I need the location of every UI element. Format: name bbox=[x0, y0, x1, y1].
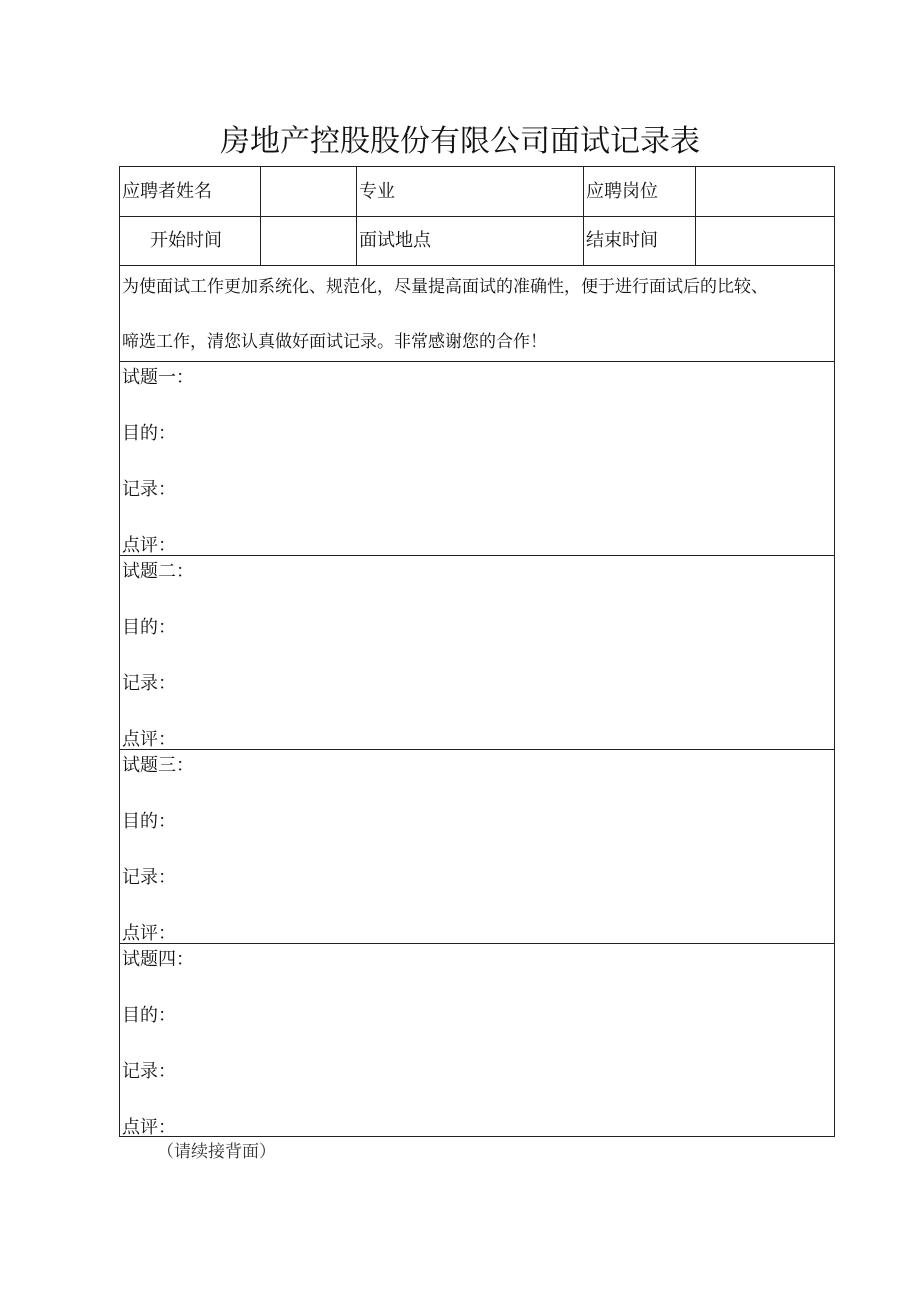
row-divider bbox=[120, 216, 834, 217]
interview-record-form bbox=[119, 166, 835, 1137]
intro-text-line-1: 为使面试工作更加系统化、规范化，尽量提高面试的准确性，便于进行面试后的比较、 bbox=[122, 277, 768, 297]
position-label: 应聘岗位 bbox=[586, 181, 658, 202]
comment-label: 点评： bbox=[122, 729, 176, 749]
start-time-label: 开始时间 bbox=[150, 230, 222, 251]
applicant-name-label: 应聘者姓名 bbox=[122, 181, 212, 202]
question-title: 试题三： bbox=[122, 755, 194, 776]
record-label: 记录： bbox=[122, 479, 176, 500]
comment-label: 点评： bbox=[122, 1117, 176, 1137]
question-title: 试题二： bbox=[122, 561, 194, 582]
question-block[interactable] bbox=[120, 944, 834, 1137]
comment-label: 点评： bbox=[122, 923, 176, 943]
comment-label: 点评： bbox=[122, 535, 176, 555]
question-title: 试题一： bbox=[122, 367, 194, 388]
purpose-label: 目的： bbox=[122, 811, 176, 832]
question-block[interactable] bbox=[120, 362, 834, 555]
intro-text-line-2: 啼选工作，清您认真做好面试记录。非常感谢您的合作！ bbox=[122, 332, 547, 352]
question-block[interactable] bbox=[120, 556, 834, 749]
record-label: 记录： bbox=[122, 673, 176, 694]
column-divider bbox=[356, 167, 357, 265]
purpose-label: 目的： bbox=[122, 423, 176, 444]
record-label: 记录： bbox=[122, 1061, 176, 1082]
form-title: 房地产控股股份有限公司面试记录表 bbox=[220, 124, 700, 159]
purpose-label: 目的： bbox=[122, 617, 176, 638]
column-divider bbox=[260, 167, 261, 265]
column-divider bbox=[695, 167, 696, 265]
location-label: 面试地点 bbox=[359, 230, 431, 251]
record-label: 记录： bbox=[122, 867, 176, 888]
purpose-label: 目的： bbox=[122, 1005, 176, 1026]
question-title: 试题四： bbox=[122, 949, 194, 970]
end-time-label: 结束时间 bbox=[586, 230, 658, 251]
continue-on-back-note: （请续接背面） bbox=[157, 1142, 276, 1162]
column-divider bbox=[583, 167, 584, 265]
row-divider bbox=[120, 265, 834, 266]
major-label: 专业 bbox=[359, 181, 395, 202]
question-block[interactable] bbox=[120, 750, 834, 943]
